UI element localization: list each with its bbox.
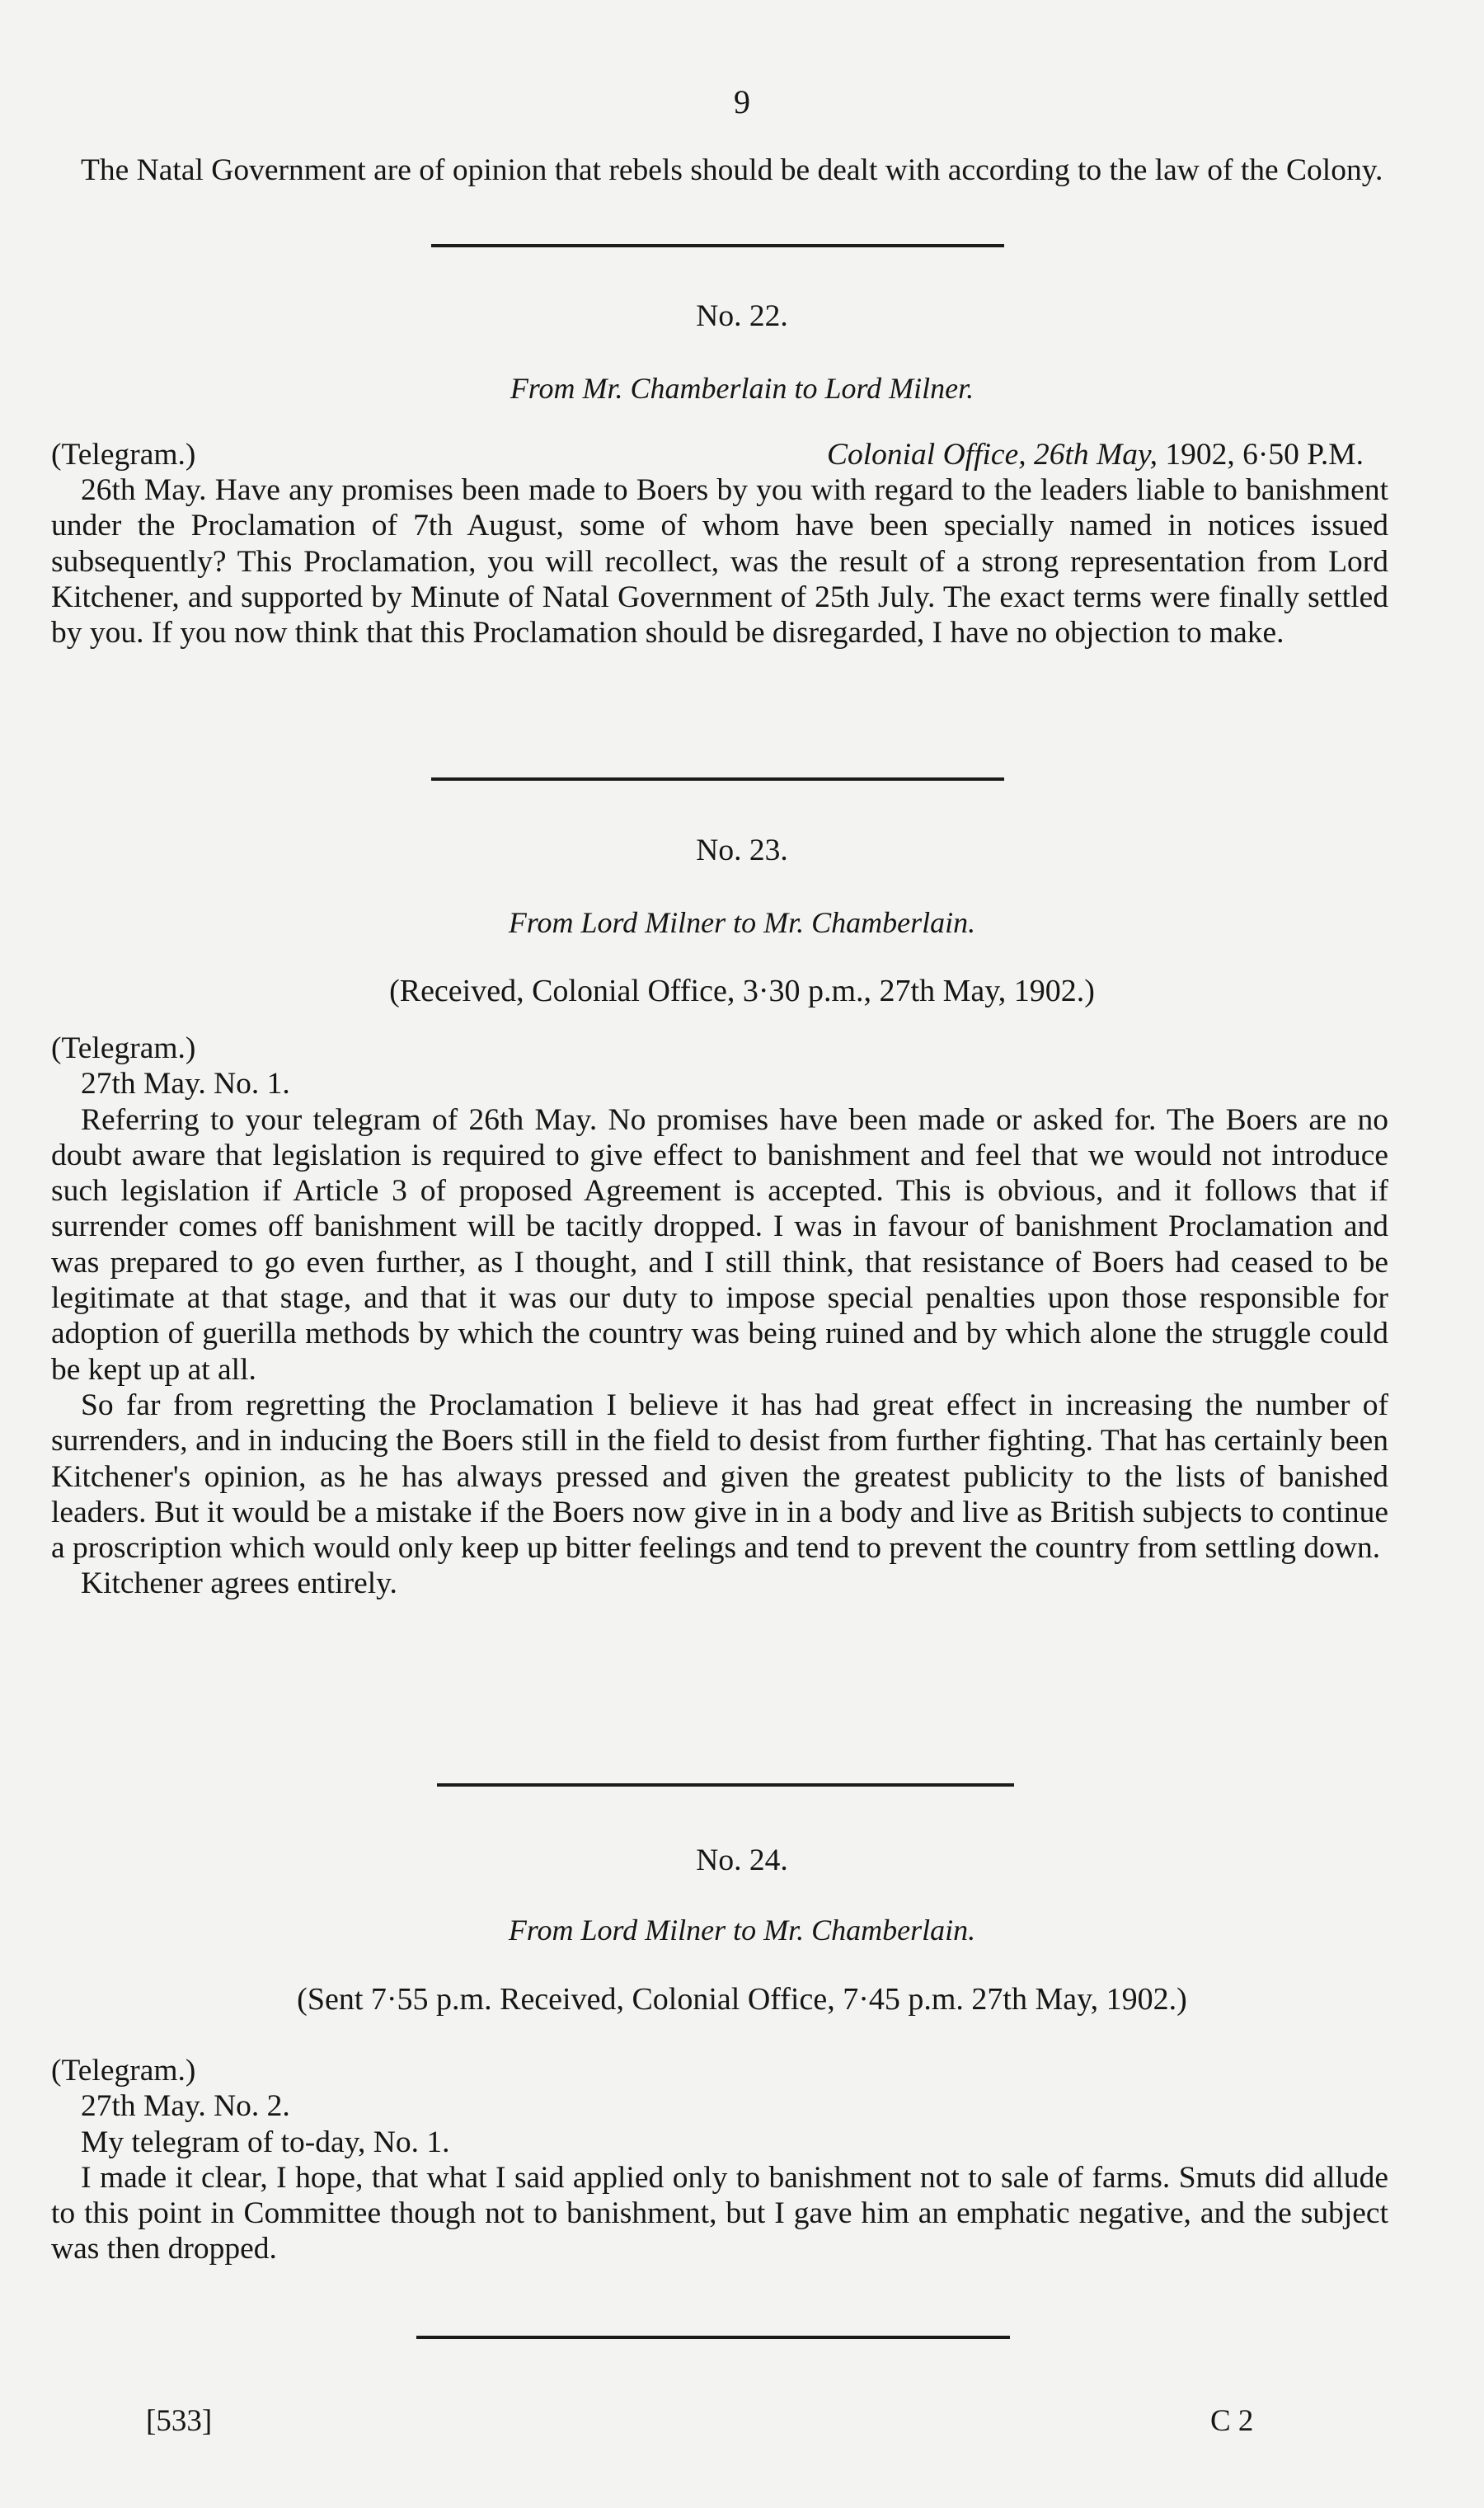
doc22-header-row <box>51 437 1388 472</box>
doc24-number: No. 24. <box>696 1843 788 1877</box>
doc23-from: From Lord Milner to Mr. Chamberlain. <box>508 906 976 939</box>
doc24-paragraph: I made it clear, I hope, that what I said applied only to banishment not to sale of farms. Smuts did allude to this point in Committee though not to banishment, but I gave him an emphatic negative, and the subject was then dropped. <box>51 2160 1388 2266</box>
doc23-body <box>51 1031 1388 1602</box>
doc22-dateline-rest: 1902, 6·50 P.M. <box>1165 438 1364 472</box>
doc24-ref: 27th May. No. 2. <box>81 2089 290 2124</box>
section-divider <box>431 244 1004 247</box>
doc23-received: (Received, Colonial Office, 3·30 p.m., 27th May, 1902.) <box>389 974 1095 1008</box>
section-divider <box>437 1783 1014 1787</box>
doc22-body <box>51 472 1388 650</box>
intro-paragraph <box>51 153 1388 188</box>
doc22-from: From Mr. Chamberlain to Lord Milner. <box>510 372 974 405</box>
doc24-body <box>51 2053 1388 2267</box>
intro-text: The Natal Government are of opinion that rebels should be dealt with according to the law of the Colony. <box>81 153 1383 187</box>
section-divider <box>416 2336 1010 2339</box>
doc23-number: No. 23. <box>696 834 788 867</box>
doc22-number: No. 22. <box>696 299 788 333</box>
footer-signature-mark: C 2 <box>1210 2404 1254 2438</box>
section-divider <box>431 777 1004 781</box>
doc24-paragraph: My telegram of to-day, No. 1. <box>81 2125 450 2159</box>
doc24-received: (Sent 7·55 p.m. Received, Colonial Office, 7·45 p.m. 27th May, 1902.) <box>297 1982 1187 2017</box>
doc22-dateline <box>827 437 1388 472</box>
page-number: 9 <box>734 83 750 120</box>
doc22-dateline-office: Colonial Office, <box>826 438 1026 472</box>
doc23-ref: 27th May. No. 1. <box>81 1067 290 1101</box>
doc24-from: From Lord Milner to Mr. Chamberlain. <box>508 1914 976 1947</box>
doc22-dateline-date: 26th May, <box>1033 438 1158 472</box>
doc23-type: (Telegram.) <box>51 1031 196 1065</box>
doc22-paragraph: 26th May. Have any promises been made to Boers by you with regard to the leaders liable to banishment under the Proclamation of 7th August, some of whom have been specially named in notices issued subsequently? This Proclamation, you will recollect, was the result of a strong representation from Lord Kitchener, and supported by Minute of Natal Government of 25th July. The exact terms were finally settled by you. If you now think that this Proclamation should be disregarded, I have no objection to make. <box>51 473 1388 650</box>
doc23-paragraph: So far from regretting the Proclamation I believe it has had great effect in increasing the number of surrenders, and in inducing the Boers still in the field to desist from further fighting. That has certainly been Kitchener's opinion, as he has always pressed and given the greatest publicity to the lists of banished leaders. But it would be a mistake if the Boers now give in in a body and live as British subjects to continue a proscription which would only keep up bitter feelings and tend to prevent the country from settling down. <box>51 1388 1388 1566</box>
doc24-type: (Telegram.) <box>51 2054 196 2088</box>
doc22-type: (Telegram.) <box>51 438 196 472</box>
doc23-paragraph: Referring to your telegram of 26th May. No promises have been made or asked for. The Boers are no doubt aware that legislation is required to give effect to banishment and feel that we would not introduce such legislation if Article 3 of proposed Agreement is accepted. This is obvious, and it follows that if surrender comes off banishment will be tacitly dropped. I was in favour of banishment Proclamation and was prepared to go even further, as I thought, and I still think, that resistance of Boers had ceased to be legitimate at that stage, and that it was our duty to impose special penalties upon those responsible for adoption of guerilla methods by which the country was being ruined and by which alone the struggle could be kept up at all. <box>51 1102 1388 1387</box>
doc23-paragraph: Kitchener agrees entirely. <box>81 1566 397 1601</box>
footer-print-number: [533] <box>146 2404 213 2438</box>
